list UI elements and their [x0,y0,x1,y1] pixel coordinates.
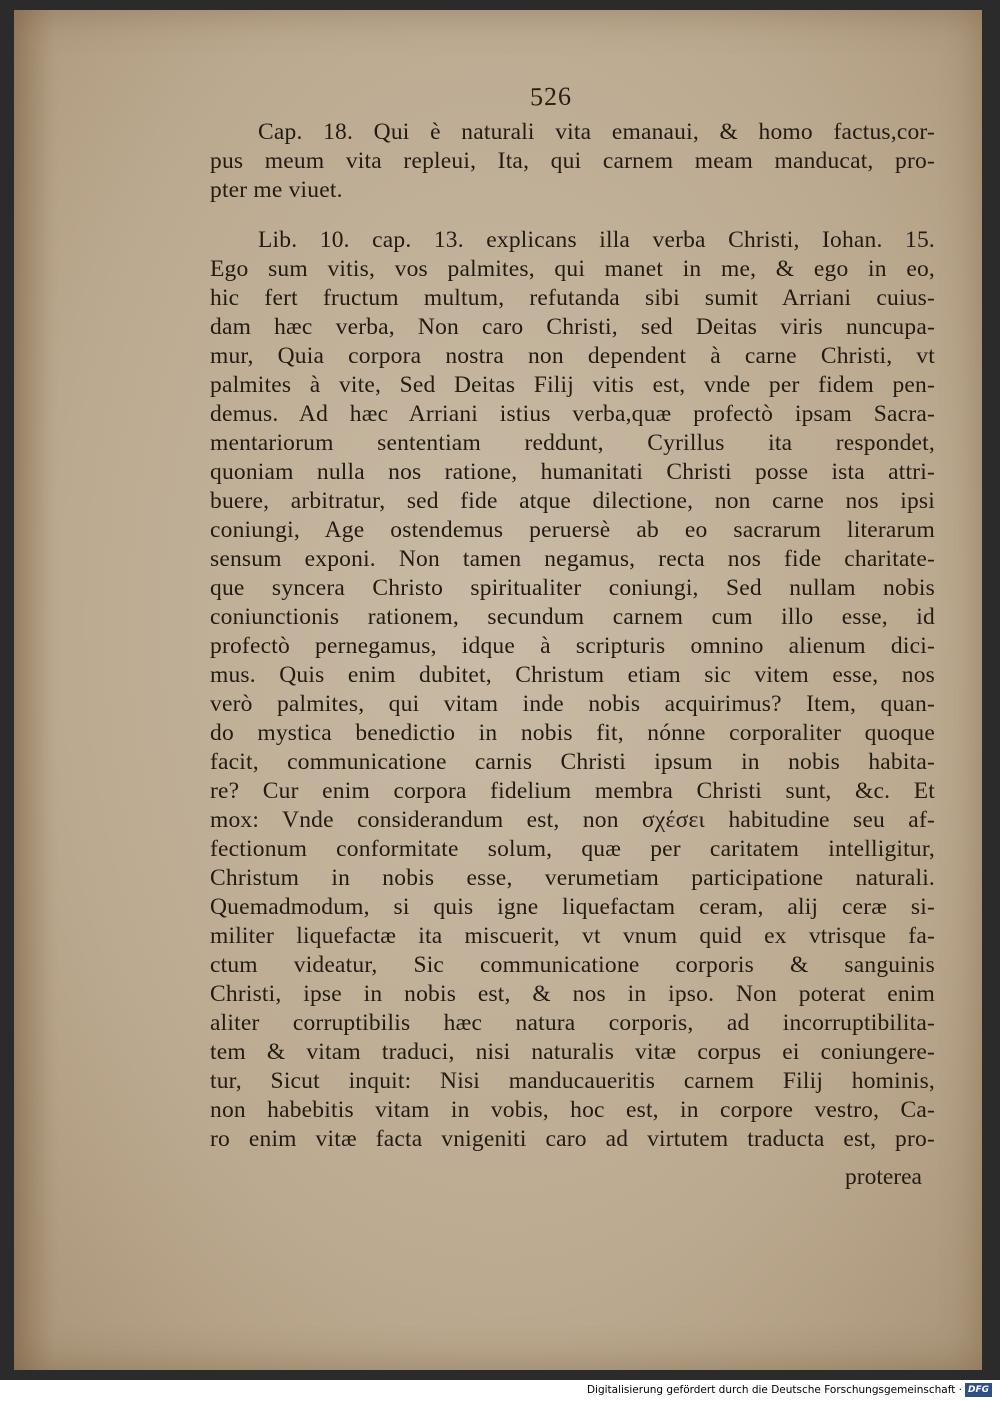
text-line: coniunctionis rationem, secundum carnem cum illo esse, id [210,604,935,630]
text-line: tem & vitam traduci, nisi naturalis vitæ corpus ei coniungere- [210,1039,935,1065]
text-line: aliter corruptibilis hæc natura corporis, ad incorruptibilita- [210,1010,935,1036]
text-line: profectò pernegamus, idque à scripturis omnino alienum dici- [210,633,935,659]
text-line: ro enim vitæ facta vnigeniti caro ad virtutem traducta est, pro- [210,1126,935,1152]
page-number: 526 [529,81,573,112]
text-line: palmites à vite, Sed Deitas Filij vitis est, vnde per fidem pen- [210,372,935,398]
text-line: Christi, ipse in nobis est, & nos in ipso. Non poterat enim [210,981,935,1007]
page-stain [14,10,54,1370]
paragraph-1 [210,118,935,205]
paragraph-gap [210,205,935,226]
text-line: pter me viuet. [210,177,343,203]
text-line: coniungi, Age ostendemus peruersè ab eo sacrarum literarum [210,517,935,543]
text-line: Lib. 10. cap. 13. explicans illa verba Christi, Iohan. 15. [258,227,935,253]
text-line: mus. Quis enim dubitet, Christum etiam sic vitem esse, nos [210,662,935,688]
text-line: hic fert fructum multum, refutanda sibi sumit Arriani cuius- [210,285,935,311]
text-line: mox: Vnde considerandum est, non σχέσει habitudine seu af- [210,807,935,833]
text-line: Christum in nobis esse, verumetiam participatione naturali. [210,865,935,891]
text-line: mentariorum sententiam reddunt, Cyrillus ita respondet, [210,430,935,456]
text-line: militer liquefactæ ita miscuerit, vt vnum quid ex vtrisque fa- [210,923,935,949]
page-text [210,118,935,1154]
text-line: que syncera Christo spiritualiter coniungi, Sed nullam nobis [210,575,935,601]
text-line: re? Cur enim corpora fidelium membra Christi sunt, &c. Et [210,778,935,804]
text-line: mur, Quia corpora nostra non dependent à carne Christi, vt [210,343,935,369]
paragraph-2 [210,226,935,1154]
text-line: Quemadmodum, si quis igne liquefactam ceram, alij ceræ si- [210,894,935,920]
dfg-logo: DFG [965,1383,992,1397]
text-line: quoniam nulla nos ratione, humanitati Christi posse ista attri- [210,459,935,485]
text-line: ctum videatur, Sic communicatione corporis & sanguinis [210,952,935,978]
text-line: verò palmites, qui vitam inde nobis acquirimus? Item, quan- [210,691,935,717]
text-line: Ego sum vitis, vos palmites, qui manet in me, & ego in eo, [210,256,935,282]
text-line: dam hæc verba, Non caro Christi, sed Deitas viris nuncupa- [210,314,935,340]
text-line: facit, communicatione carnis Christi ipsum in nobis habita- [210,749,935,775]
funding-credit: Digitalisierung gefördert durch die Deutsche Forschungsgemeinschaft · [586,1384,962,1396]
text-line: Cap. 18. Qui è naturali vita emanaui, & homo factus,cor- [258,119,935,145]
text-line: non habebitis vitam in vobis, hoc est, in corpore vestro, Ca- [210,1097,935,1123]
text-line: buere, arbitratur, sed fide atque dilectione, non carne nos ipsi [210,488,935,514]
catchword: proterea [845,1164,922,1190]
text-line: fectionum conformitate solum, quæ per caritatem intelligitur, [210,836,935,862]
text-line: demus. Ad hæc Arriani istius verba,quæ profectò ipsam Sacra- [210,401,935,427]
text-line: sensum exponi. Non tamen negamus, recta nos fide charitate- [210,546,935,572]
text-line: pus meum vita repleui, Ita, qui carnem meam manducat, pro- [210,148,935,174]
text-line: tur, Sicut inquit: Nisi manducaueritis carnem Filij hominis, [210,1068,935,1094]
text-line: do mystica benedictio in nobis fit, nónne corporaliter quoque [210,720,935,746]
